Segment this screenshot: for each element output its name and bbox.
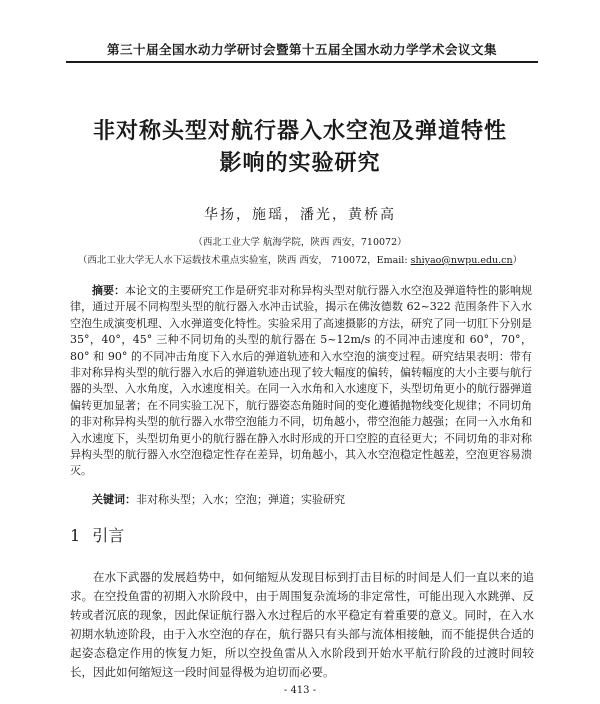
section-title: 引言 xyxy=(92,526,125,545)
keywords-label: 关键词： xyxy=(92,493,136,506)
affiliation-1: （西北工业大学 航海学院，陕西 西安，710072） xyxy=(193,237,407,248)
introduction-paragraph: 在水下武器的发展趋势中，如何缩短从发现目标到打击目标的时间是人们一直以来的追求。在空投鱼雷的初期入水阶段中，由于周围复杂流场的非定常性，可能出现入水跳弹、反转或者沉底的现象，因此保证航行器入水过程后的水平稳定有着重要的意义。同时，在入水初期水轨迹阶段，由于入水空泡的存在，航行器只有头部与流体相接触，而不能提供合适的起姿态稳定作用的恢复力矩，所以空投鱼雷从入水阶段到开始水平航行阶段的过渡时间较长，因此如何缩短这一段时间显得极为迫切而必要。 xyxy=(70,570,534,679)
affiliation-2-close: ） xyxy=(512,255,523,266)
abstract-label: 摘要： xyxy=(92,284,125,297)
page-number: - 413 - xyxy=(283,685,317,696)
title-line-1: 非对称头型对航行器入水空泡及弹道特性 xyxy=(92,119,507,144)
abstract-text: 本论文的主要研究工作是研究非对称异构头型对航行器入水空泡及弹道特性的影响规律，通过开展不同构型头型的航行器入水冲击试验，揭示在佛汝德数 62~322 范围条件下入水空泡生成演变机理、入水弹道变化特性。实验采用了高速摄影的方法，研究了同一切肛下分别是 35°，40°，45° 三种不同切角的头型的航行器在 5~12m/s 的不同冲击速度和 60°，70°，80° 和 90° 的不同冲击角度下入水后的弹道轨迹和入水空泡的演变过程。研究结果表明：带有非对称异构头型的航行器入水后的弹道轨迹出现了较大幅度的偏转，偏转幅度的大小主要与航行器的头型、入水角度，入水速度相关。在同一入水角和入水速度下，头型切角更小的航行器弹道偏转更加显著；在不同实验工况下，航行器姿态角随时间的变化遵循抛物线变化规律；不同切角的非对称异构头型的航行器入水带空泡能力不同，切角越小，带空泡能力越强；在同一入水角和入水速度下，头型切角更小的航行器在静入水时形成的开口空腔的直径更大；不同切角的非对称异构头型的航行器入水空泡稳定性存在差异，切角越小，其入水空泡稳定性越差，空泡更容易溃灭。 xyxy=(70,284,532,478)
affiliation-2 xyxy=(58,254,542,268)
section-heading xyxy=(70,525,124,547)
paper-title xyxy=(60,116,540,180)
email-link[interactable]: shiyao@nwpu.edu.cn xyxy=(410,255,513,266)
abstract xyxy=(70,283,532,480)
author-list: 华扬，施瑶，潘光，黄桥高 xyxy=(204,207,396,223)
running-header: 第三十届全国水动力学研讨会暨第十五届全国水动力学学术会议文集 xyxy=(106,42,497,57)
section-number: 1 xyxy=(70,526,81,545)
keywords xyxy=(70,492,532,508)
header-rule xyxy=(66,61,538,63)
keywords-text: 非对称头型；入水；空泡；弹道；实验研究 xyxy=(136,493,345,506)
title-line-2: 影响的实验研究 xyxy=(219,151,381,176)
affiliation-2-text: （西北工业大学无人水下运载技术重点实验室，陕西 西安， 710072，Email: xyxy=(77,255,411,266)
